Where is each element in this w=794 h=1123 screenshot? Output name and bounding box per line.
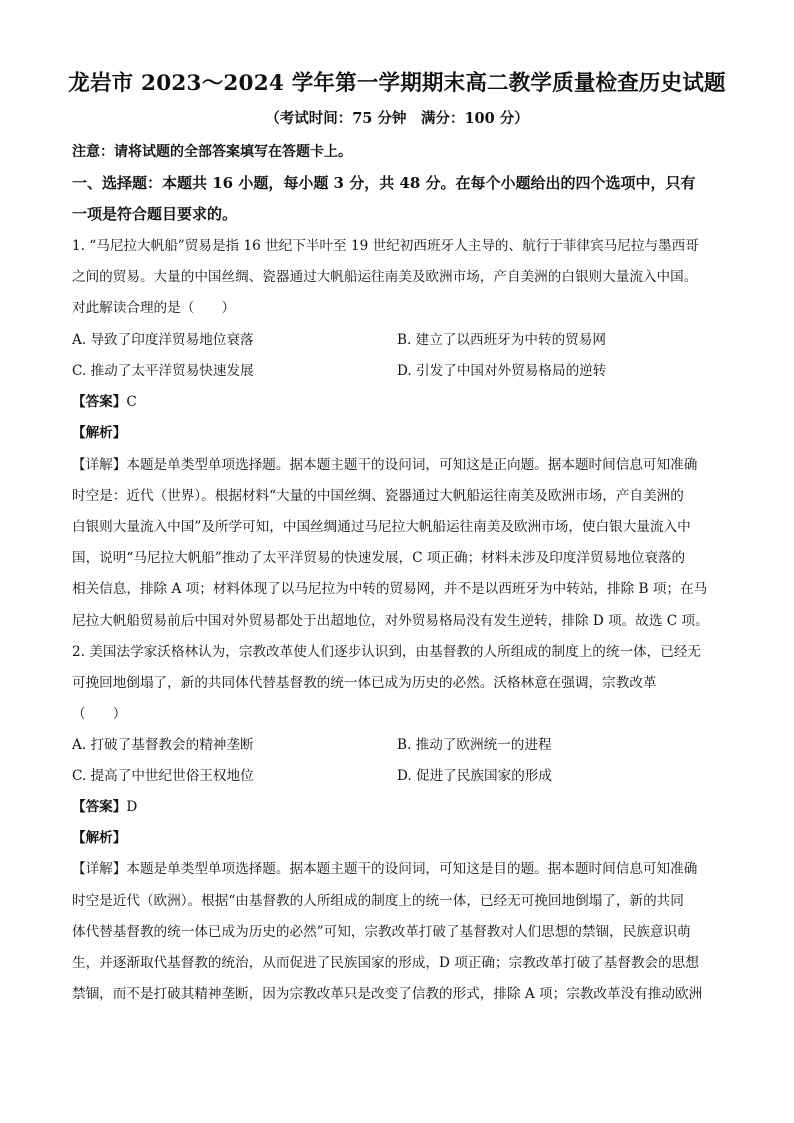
explanation-line: 禁锢，而不是打破其精神垄断，因为宗教改革只是改变了信教的形式，排除 A 项；宗教改革没有推动欧洲 bbox=[72, 986, 703, 1002]
explanation-line: 生，并逐渐取代基督教的统治，从而促进了民族国家的形成，D 项正确；宗教改革打破了基督教会的思想 bbox=[72, 955, 699, 971]
option-d: D. 促进了民族国家的形成 bbox=[397, 768, 552, 784]
question-stem-line: 对此解读合理的是（ ） bbox=[72, 300, 236, 316]
explanation-line: 尼拉大帆船贸易前后中国对外贸易都处于出超地位，对外贸易格局没有发生逆转，排除 D 项。故选 C 项。 bbox=[72, 613, 709, 629]
explanation-line: 白银则大量流入中国”及所学可知，中国丝绸通过马尼拉大帆船运往南美及欧洲市场，使白银大量流入中 bbox=[72, 519, 691, 535]
notice: 注意：请将试题的全部答案填写在答题卡上。 bbox=[72, 144, 352, 160]
option-a: A. 打破了基督教会的精神垄断 bbox=[72, 737, 254, 753]
question-stem-line: 可挽回地倒塌了，新的共同体代替基督教的统一体已成为历史的必然。沃格林意在强调，宗教改革 bbox=[72, 675, 657, 691]
explanation-line: 体代替基督教的统一体已成为历史的必然”可知，宗教改革打破了基督教对人们思想的禁锢，民族意识萌 bbox=[72, 924, 691, 940]
option-b: B. 推动了欧洲统一的进程 bbox=[397, 737, 552, 753]
answer bbox=[72, 795, 137, 815]
explanation-line: 时空是近代（欧洲）。根据“由基督教的人所组成的制度上的统一体，已经无可挽回地倒塌了，新的共同 bbox=[72, 893, 684, 909]
question-stem-line: 1. “马尼拉大帆船”贸易是指 16 世纪下半叶至 19 世纪初西班牙人主导的、航行于菲律宾马尼拉与墨西哥 bbox=[72, 238, 699, 254]
section-heading-line-2: 一项是符合题目要求的。 bbox=[72, 205, 238, 223]
page-title: 龙岩市 2023～2024 学年第一学期期末高二教学质量检查历史试题 bbox=[68, 71, 726, 96]
answer bbox=[72, 390, 137, 410]
answer-tag: 【答案】 bbox=[72, 394, 127, 410]
exam-info: （考试时间：75 分钟 满分：100 分） bbox=[265, 110, 529, 127]
answer-value: D bbox=[126, 799, 138, 815]
explanation-line: 相关信息，排除 A 项；材料体现了以马尼拉为中转的贸易网，并不是以西班牙为中转站，排除 B 项；在马 bbox=[72, 581, 708, 597]
answer-value: C bbox=[126, 394, 137, 410]
option-d: D. 引发了中国对外贸易格局的逆转 bbox=[397, 363, 607, 379]
analysis-tag: 【解析】 bbox=[72, 425, 127, 441]
explanation-line: 【详解】本题是单类型单项选择题。据本题主题干的设问词，可知这是目的题。据本题时间信息可知准确 bbox=[72, 861, 698, 877]
explanation-line: 【详解】本题是单类型单项选择题。据本题主题干的设问词，可知这是正向题。据本题时间信息可知准确 bbox=[72, 457, 698, 473]
option-b: B. 建立了以西班牙为中转的贸易网 bbox=[397, 332, 606, 348]
section-heading-line-1: 一、选择题：本题共 16 小题，每小题 3 分，共 48 分。在每个小题给出的四个选项中，只有 bbox=[72, 174, 696, 192]
question-stem-line: 之间的贸易。大量的中国丝绸、瓷器通过大帆船运往南美及欧洲市场，产自美洲的白银则大量流入中国。 bbox=[72, 269, 698, 285]
question-stem-line: （ ） bbox=[72, 706, 127, 722]
option-c: C. 推动了太平洋贸易快速发展 bbox=[72, 363, 254, 379]
analysis-tag: 【解析】 bbox=[72, 830, 127, 846]
option-a: A. 导致了印度洋贸易地位衰落 bbox=[72, 332, 254, 348]
explanation-line: 时空是：近代（世界）。根据材料“大量的中国丝绸、瓷器通过大帆船运往南美及欧洲市场，产自美洲的 bbox=[72, 488, 684, 504]
question-stem-line: 2. 美国法学家沃格林认为，宗教改革使人们逐步认识到，由基督教的人所组成的制度上的统一体，已经无 bbox=[72, 644, 702, 660]
option-c: C. 提高了中世纪世俗王权地位 bbox=[72, 768, 254, 784]
answer-tag: 【答案】 bbox=[72, 799, 127, 815]
explanation-line: 国，说明“马尼拉大帆船”推动了太平洋贸易的快速发展，C 项正确；材料未涉及印度洋贸易地位衰落的 bbox=[72, 550, 686, 566]
